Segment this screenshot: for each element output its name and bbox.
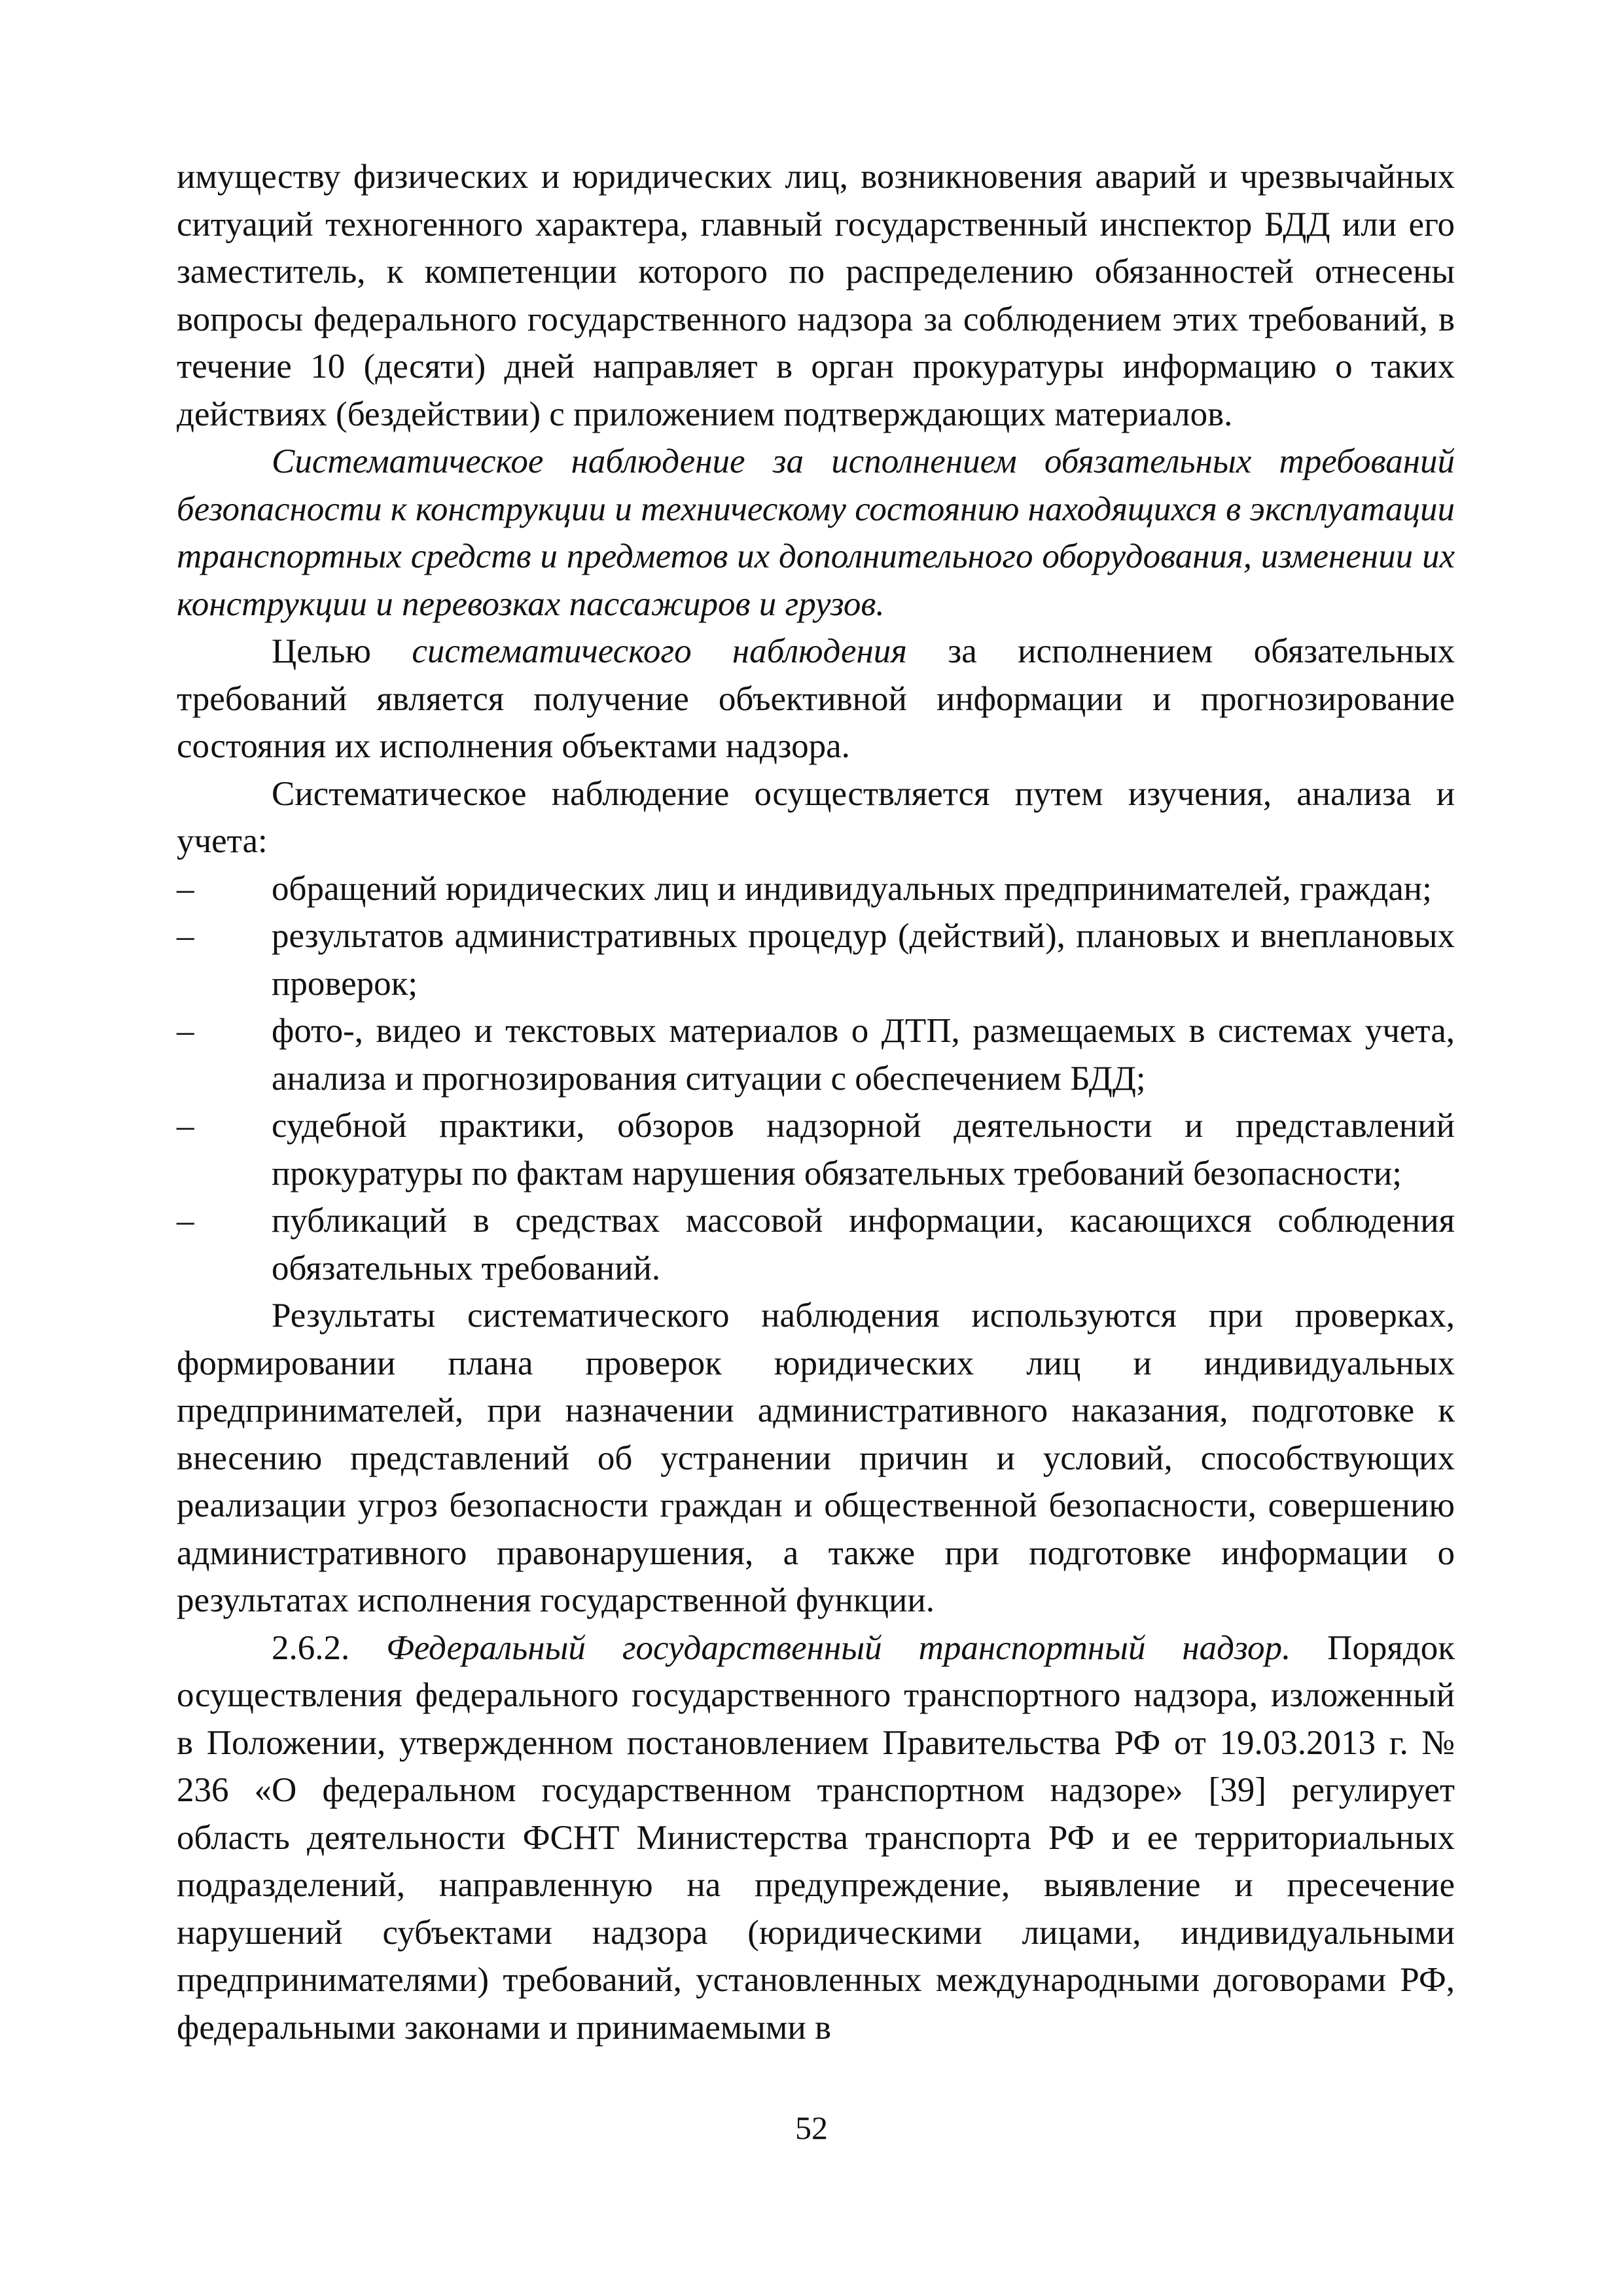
list-item bbox=[177, 865, 1455, 913]
section-heading-italic: Систематическое наблюдение за исполнением обязательных требований безопасности к конструкции и техническому состоянию находящихся в эксплуатации транспортных средств и предметов их дополнительного оборудования, изменении их конструкции и перевозках пассажиров и грузов. bbox=[177, 442, 1455, 623]
section-number: 2.6.2. bbox=[272, 1628, 387, 1667]
paragraph-observation: Систематическое наблюдение осуществляется путем изучения, анализа и учета: bbox=[177, 774, 1455, 860]
list-item-text: результатов административных процедур (действий), плановых и внеплановых проверок; bbox=[272, 917, 1455, 1003]
paragraph-results: Результаты систематического наблюдения используются при проверках, формировании плана проверок юридических лиц и индивидуальных предпринимателей, при назначении административного наказания, подготовке к внесению представлений об устранении причин и условий, способствующих реализации угроз безопасности граждан и общественной безопасности, совершению административного правонарушения, а также при подготовке информации о результатах исполнения государственной функции. bbox=[177, 1297, 1455, 1619]
list-item-text: публикаций в средствах массовой информации, касающихся соблюдения обязательных требований. bbox=[272, 1202, 1455, 1287]
paragraph-intro: имуществу физических и юридических лиц, возникновения аварий и чрезвычайных ситуаций техногенного характера, главный государственный инспектор БДД или его заместитель, к компетенции которого по распределению обязанностей отнесены вопросы федерального государственного надзора за соблюдением этих требований, в течение 10 (десяти) дней направляет в орган прокуратуры информацию о таких действиях (бездействии) с приложением подтверждающих материалов. bbox=[177, 158, 1455, 433]
list-item-text: фото-, видео и текстовых материалов о ДТП, размещаемых в системах учета, анализа и прогнозирования ситуации с обеспечением БДД; bbox=[272, 1012, 1455, 1098]
list-item bbox=[177, 1102, 1455, 1197]
section-title-italic: Федеральный государственный транспортный надзор. bbox=[386, 1628, 1291, 1667]
list-item-text: судебной практики, обзоров надзорной деятельности и представлений прокуратуры по фактам нарушения обязательных требований безопасности; bbox=[272, 1107, 1455, 1193]
dash-marker: – bbox=[177, 1202, 194, 1240]
list-item bbox=[177, 1007, 1455, 1102]
paragraph-goal bbox=[177, 628, 1455, 770]
dash-marker: – bbox=[177, 1107, 194, 1145]
goal-italic: систематического наблюдения bbox=[412, 632, 907, 670]
document-page bbox=[177, 153, 1455, 2051]
paragraph-transport-supervision bbox=[177, 1624, 1455, 2052]
goal-start: Целью bbox=[272, 632, 412, 670]
list-item-text: обращений юридических лиц и индивидуальных предпринимателей, граждан; bbox=[272, 869, 1432, 908]
section-body: Порядок осуществления федерального государственного транспортного надзора, изложенный в Положении, утвержденном постановлением Правительства РФ от 19.03.2013 г. № 236 «О федеральном государственном транспортном надзоре» [39] регулирует область деятельности ФСНТ Министерства транспорта РФ и ее территориальных подразделений, направленную на предупреждение, выявление и пресечение нарушений субъектами надзора (юридическими лицами, индивидуальными предпринимателями) требований, установленных международными договорами РФ, федеральными законами и принимаемыми в bbox=[177, 1628, 1455, 2047]
dash-marker: – bbox=[177, 869, 194, 908]
page-number: 52 bbox=[795, 2109, 828, 2146]
dash-marker: – bbox=[177, 917, 194, 955]
dash-marker: – bbox=[177, 1012, 194, 1050]
list-item bbox=[177, 1197, 1455, 1292]
list-item bbox=[177, 912, 1455, 1007]
goal-end: за исполнением обязательных требований является получение объективной информации и прогнозирование состояния их исполнения объектами надзора. bbox=[177, 632, 1455, 765]
observation-list bbox=[177, 865, 1455, 1293]
